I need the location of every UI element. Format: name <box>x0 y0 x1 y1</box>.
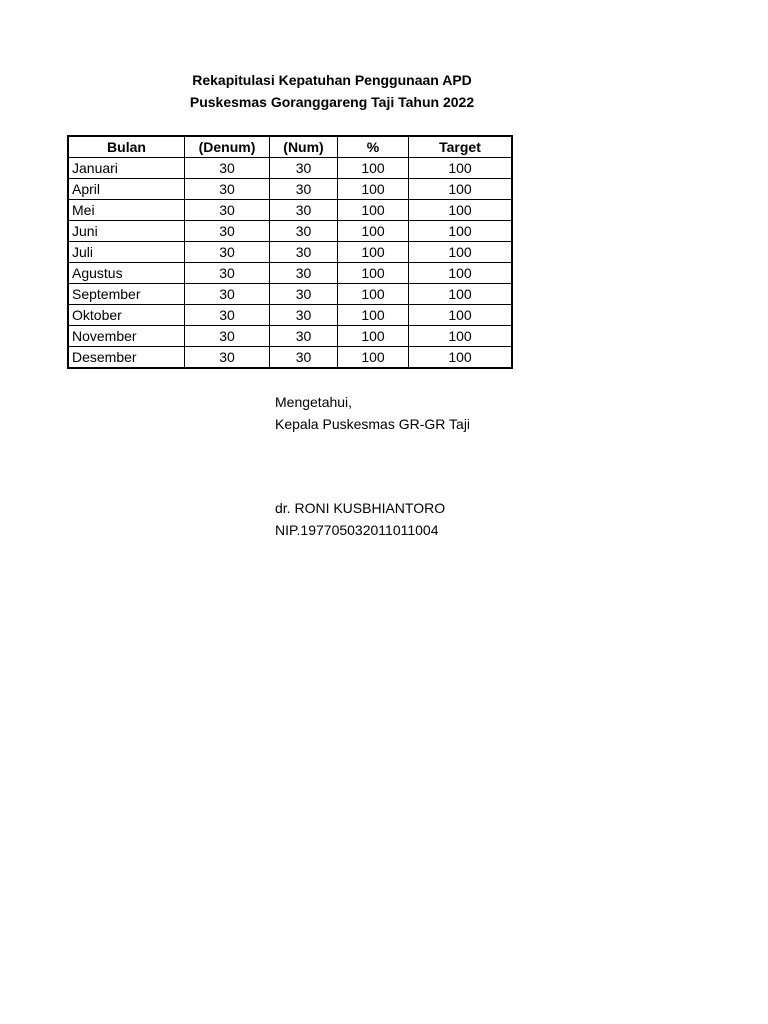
cell-num: 30 <box>270 347 338 369</box>
cell-target: 100 <box>409 179 513 200</box>
cell-target: 100 <box>409 158 513 179</box>
acknowledgement-block <box>275 391 470 435</box>
cell-denum: 30 <box>185 347 270 369</box>
cell-bulan: November <box>68 326 185 347</box>
cell-target: 100 <box>409 200 513 221</box>
recap-table <box>67 135 513 369</box>
cell-denum: 30 <box>185 263 270 284</box>
cell-percent: 100 <box>338 284 409 305</box>
cell-target: 100 <box>409 347 513 369</box>
cell-denum: 30 <box>185 221 270 242</box>
header-target: Target <box>409 136 513 158</box>
signer-nip: NIP.197705032011011004 <box>275 522 439 538</box>
cell-num: 30 <box>270 326 338 347</box>
cell-bulan: Oktober <box>68 305 185 326</box>
acknowledgement-text: Mengetahui, <box>275 394 353 410</box>
cell-percent: 100 <box>338 221 409 242</box>
cell-bulan: September <box>68 284 185 305</box>
document-title <box>68 69 596 113</box>
cell-target: 100 <box>409 305 513 326</box>
cell-bulan: Januari <box>68 158 185 179</box>
signer-block <box>275 497 445 541</box>
signer-position: Kepala Puskesmas GR-GR Taji <box>275 416 471 432</box>
cell-percent: 100 <box>338 347 409 369</box>
cell-target: 100 <box>409 242 513 263</box>
table-header-row <box>68 136 512 158</box>
table-row <box>68 200 512 221</box>
cell-target: 100 <box>409 263 513 284</box>
signer-name: dr. RONI KUSBHIANTORO <box>275 500 446 516</box>
table-row <box>68 305 512 326</box>
header-num: (Num) <box>270 136 338 158</box>
table-row <box>68 326 512 347</box>
cell-denum: 30 <box>185 326 270 347</box>
cell-denum: 30 <box>185 158 270 179</box>
cell-target: 100 <box>409 221 513 242</box>
cell-num: 30 <box>270 284 338 305</box>
cell-bulan: April <box>68 179 185 200</box>
cell-percent: 100 <box>338 242 409 263</box>
cell-denum: 30 <box>185 284 270 305</box>
cell-bulan: Juli <box>68 242 185 263</box>
cell-denum: 30 <box>185 179 270 200</box>
cell-percent: 100 <box>338 305 409 326</box>
title-line-2: Puskesmas Goranggareng Taji Tahun 2022 <box>189 94 475 110</box>
cell-bulan: Agustus <box>68 263 185 284</box>
cell-percent: 100 <box>338 263 409 284</box>
table-row <box>68 347 512 369</box>
title-line-1: Rekapitulasi Kepatuhan Penggunaan APD <box>192 72 472 88</box>
cell-percent: 100 <box>338 200 409 221</box>
table-row <box>68 221 512 242</box>
cell-percent: 100 <box>338 326 409 347</box>
cell-bulan: Desember <box>68 347 185 369</box>
cell-target: 100 <box>409 284 513 305</box>
cell-percent: 100 <box>338 158 409 179</box>
cell-num: 30 <box>270 200 338 221</box>
table-body <box>68 158 512 369</box>
cell-num: 30 <box>270 242 338 263</box>
cell-denum: 30 <box>185 305 270 326</box>
header-bulan: Bulan <box>68 136 185 158</box>
table-row <box>68 158 512 179</box>
cell-denum: 30 <box>185 242 270 263</box>
cell-num: 30 <box>270 158 338 179</box>
cell-num: 30 <box>270 221 338 242</box>
table-row <box>68 263 512 284</box>
cell-bulan: Mei <box>68 200 185 221</box>
cell-num: 30 <box>270 263 338 284</box>
header-percent: % <box>338 136 409 158</box>
cell-denum: 30 <box>185 200 270 221</box>
table-row <box>68 179 512 200</box>
cell-num: 30 <box>270 305 338 326</box>
cell-percent: 100 <box>338 179 409 200</box>
cell-bulan: Juni <box>68 221 185 242</box>
cell-num: 30 <box>270 179 338 200</box>
table-row <box>68 242 512 263</box>
table-row <box>68 284 512 305</box>
header-denum: (Denum) <box>185 136 270 158</box>
cell-target: 100 <box>409 326 513 347</box>
